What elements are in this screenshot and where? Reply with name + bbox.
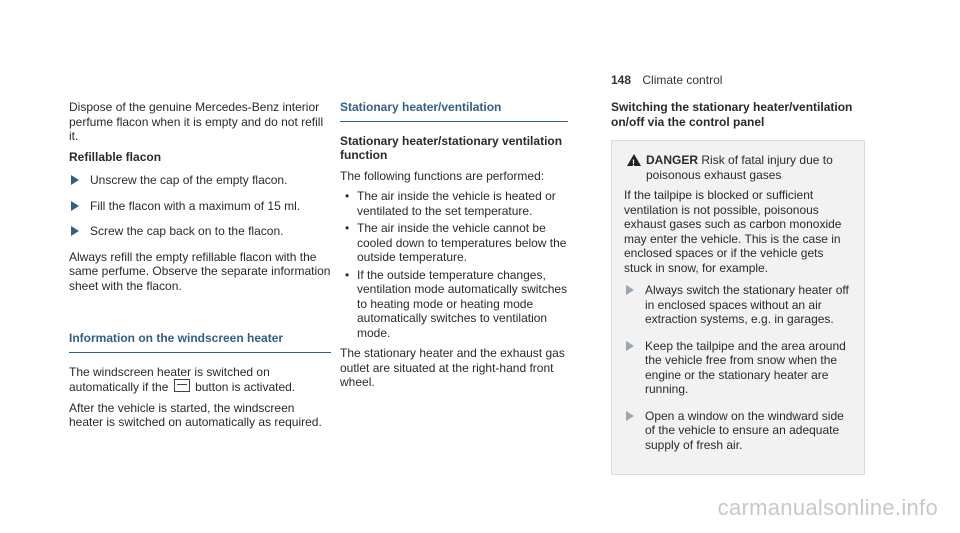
step-item [69,199,331,214]
step-arrow-icon [71,175,79,185]
page-header [611,73,722,87]
section-name: Climate control [642,73,723,87]
danger-header [624,153,850,182]
step-text: Fill the flacon with a maximum of 15 ml. [90,198,301,213]
step-arrow-icon [626,341,634,351]
intro-text: Dispose of the genuine Mercedes-Benz interior perfume flacon when it is empty and do not refill it. [69,100,324,143]
danger-label: DANGER [646,153,699,167]
column-middle [340,100,568,396]
refill-heading: Refillable flacon [69,149,162,164]
danger-text: If the tailpipe is blocked or sufficient ventilation is not possible, poisonous exhaust gases such as carbon monoxide may enter the vehicle. This is the case in enclosed spaces or if the vehicle gets stuck in snow, for example. [624,188,842,275]
step-arrow-icon [71,226,79,236]
column-right [611,100,865,475]
list-item: • The air inside the vehicle cannot be cooled down to temperatures below the outside temperature. [340,221,568,265]
step-item [624,339,850,397]
outro-text: The stationary heater and the exhaust gas outlet are situated at the right-hand front wheel. [340,346,565,389]
step-arrow-icon [626,285,634,295]
step-arrow-icon [626,411,634,421]
windscreen-paragraph [69,365,331,395]
step-text: Unscrew the cap of the empty flacon. [90,173,288,187]
windscreen-section-title: Information on the windscreen heater [69,331,331,353]
step-item [624,283,850,327]
windscreen-heater-button-icon [174,379,190,392]
column-left [69,100,331,436]
function-subheading: Stationary heater/stationary ventilation function [340,133,563,162]
list-item: • If the outside temperature changes, ventilation mode automatically switches to heating mode or heating mode automatically switches to ventilation mode. [340,268,568,341]
control-panel-heading: Switching the stationary heater/ventilation on/off via the control panel [611,100,853,129]
step-text: Keep the tailpipe and the area around the vehicle free from snow when the engine or the stationary heater are running. [645,338,846,396]
function-intro: The following functions are performed: [340,168,545,183]
danger-risk: Risk of fatal injury due to poisonous exhaust gases [646,153,833,182]
windscreen-text-b: button is activated. [195,380,296,394]
step-item [69,173,331,188]
watermark: carmanualsonline.info [717,495,938,520]
stationary-section-title: Stationary heater/ventilation [340,100,568,122]
step-text: Screw the cap back on to the flacon. [90,224,284,238]
step-item [624,409,850,453]
function-list [340,189,568,340]
step-text: Open a window on the windward side of the vehicle to ensure an adequate supply of fresh air. [645,408,844,452]
note-text: Always refill the empty refillable flacon with the same perfume. Observe the separate information sheet with the flacon. [69,249,331,293]
warning-icon [627,154,641,166]
danger-box [611,140,865,475]
step-text: Always switch the stationary heater off in enclosed spaces without an air extraction systems, e.g. in garages. [645,283,849,326]
step-arrow-icon [71,201,79,211]
windscreen-text-a: The windscreen heater is switched on automatically if the [69,364,270,394]
step-item [69,224,331,239]
windscreen-paragraph-2: After the vehicle is started, the windscreen heater is switched on automatically as required. [69,400,322,429]
list-item: • The air inside the vehicle is heated or ventilated to the set temperature. [340,189,568,218]
page-number: 148 [611,73,632,87]
